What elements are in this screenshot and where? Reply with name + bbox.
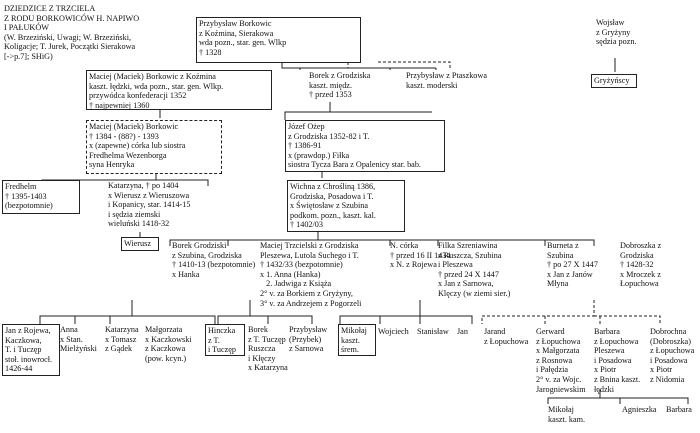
node-jan-rojewa: Jan z Rojewa, Kaczkowa, T. i Tuczęp stoł. inowrocł. 1426-44 [2, 324, 60, 376]
node-maciej-borkowic-2: Maciej (Maciek) Borkowic † 1384 - (88?) - 1393 x (zapewne) córka lub siostra Fredhelma Wezenborga syna Henryka [86, 120, 222, 174]
node-barbara-2: Barbara [666, 405, 692, 414]
node-burneta: Burneta z Szubina † po 27 X 1447 x Jan z Janów Młyna [547, 241, 598, 289]
node-dobroszka: Dobroszka z Grodziska † 1428-32 x Mroczek z Łopuchowa [620, 241, 662, 289]
node-filka-szreniawina: Filka Szreniawina z Ruszcza, Szubina i Pleszewa † przed 24 X 1447 x Jan z Sarnowa, Klęczy (w ziemi sier.) [438, 241, 511, 298]
node-katarzyna-wierusz: Katarzyna, † po 1404 x Wierusz z Wieruszowa i Kopanicy, star. 1414-15 i sędzia ziemski wieluński 1418-32 [108, 181, 191, 229]
node-maciej-trzcielski: Maciej Trzcielski z Grodziska Pleszewa, Lutola Suchego i T. † 1432/33 (bezpotomnie) x 1. Anna (Hanka) 2. Jadwiga z Książa 2° v. za Borkiem z Gryżyny, 3° v. za Andrzejem z Pogorzeli [260, 241, 362, 308]
connector [40, 300, 215, 324]
node-agnieszka: Agnieszka [622, 405, 657, 414]
node-wierusz: Wierusz [121, 237, 159, 251]
node-mikolaj-kam: Mikołaj kaszt. kam. [548, 405, 586, 424]
node-przybyslaw-borkowic: Przybysław Borkowic z Koźmina, Sierakowa wda pozn., star. gen. Wlkp † 1328 [196, 17, 361, 63]
node-jozef-ozep: Józef Ożep z Grodziska 1352-82 i T. † 1386-91 x (prawdop.) Fiłka siostra Tycza Bara z Opalenicy star. bab. [285, 120, 445, 172]
node-wojciech: Wojciech [378, 327, 409, 336]
node-mikolaj-srem: Mikołaj kaszt. śrem. [338, 324, 376, 356]
node-hinczka: Hinczka z T. i Tuczęp [205, 324, 245, 356]
node-katarzyna-gadek: Katarzyna x Tomasz z Gądek [105, 325, 139, 354]
node-maciej-borkowic-kozmin: Maciej (Maciek) Borkowic z Koźmina kaszt. łędzki, wda pozn., star. gen. Wlkp. przywódca konfederacji 1352 † najpewniej 1360 [86, 70, 272, 110]
node-stanislaw: Stanisław [417, 327, 449, 336]
node-borek-tuczep: Borek z T. Tuczęp Ruszcza i Kłęczy x Katarzyna [248, 325, 288, 373]
node-borek-grodziski: Borek Grodziski z Szubina, Grodziska † 1410-13 (bezpotomnie) x Hanka [172, 241, 256, 279]
connector [482, 300, 660, 324]
node-gryzynscy: Gryżyńscy [591, 74, 637, 88]
node-gerward: Gerward z Łopuchowa x Małgorzata z Rosnowa i Pałędzia 2° v. za Wojc. Jarogniewskim [536, 327, 586, 394]
node-anna: Anna x Stan. Mielżyński [60, 325, 97, 354]
node-fredhelm: Fredhelm † 1395-1403 (bezpotomnie) [2, 180, 80, 214]
node-jan: Jan [457, 327, 468, 336]
node-przybyslaw-ptaszkowa: Przybysław z Ptaszkowa kaszt. moderski [406, 71, 487, 90]
node-jarand: Jarand z Łopuchowa [484, 327, 529, 346]
diagram-header: DZIEDZICE Z TRZCIELA Z RODU BORKOWICÓW H. NAPIWO I PAŁUKÓW (W. Brzeziński, Uwagi; W. Brzeziński, Koligacje; T. Jurek, Początki Sierakowa [->p.7]; SHiG) [4, 4, 140, 61]
node-dobrochna: Dobrochna (Dobroszka) z Łopuchowa i Posadowa x Piotr z Nidomia [650, 327, 695, 384]
connector [378, 62, 450, 68]
node-wichna-chroslina: Wichna z Chrośliną 1386, Grodziska, Posadowa i T. x Świętosław z Szubina podkom. pozn., kaszt. kal. † 1402/03 [287, 180, 405, 232]
node-wojslaw: Wojsław z Gryżyny sędzia pozn. [596, 18, 637, 47]
node-barbara-lopuchowa: Barbara z Łopuchowa Pleszewa i Posadowa x Piotr z Bnina kaszt. łędzki [594, 327, 641, 394]
connector [282, 62, 436, 70]
node-malgorzata: Małgorzata x Kaczkowski z Kaczkowa (pow. kcyn.) [145, 325, 192, 363]
node-borek-grodziska: Borek z Grodziska kaszt. międz. † przed 1353 [309, 71, 371, 100]
connector [285, 102, 432, 120]
node-n-corka: N. córka † przed 16 II 1434 x N. z Rojewa [390, 241, 451, 270]
node-przybyslaw-przybek: Przybysław (Przybek) z Sarnowa [289, 325, 328, 354]
